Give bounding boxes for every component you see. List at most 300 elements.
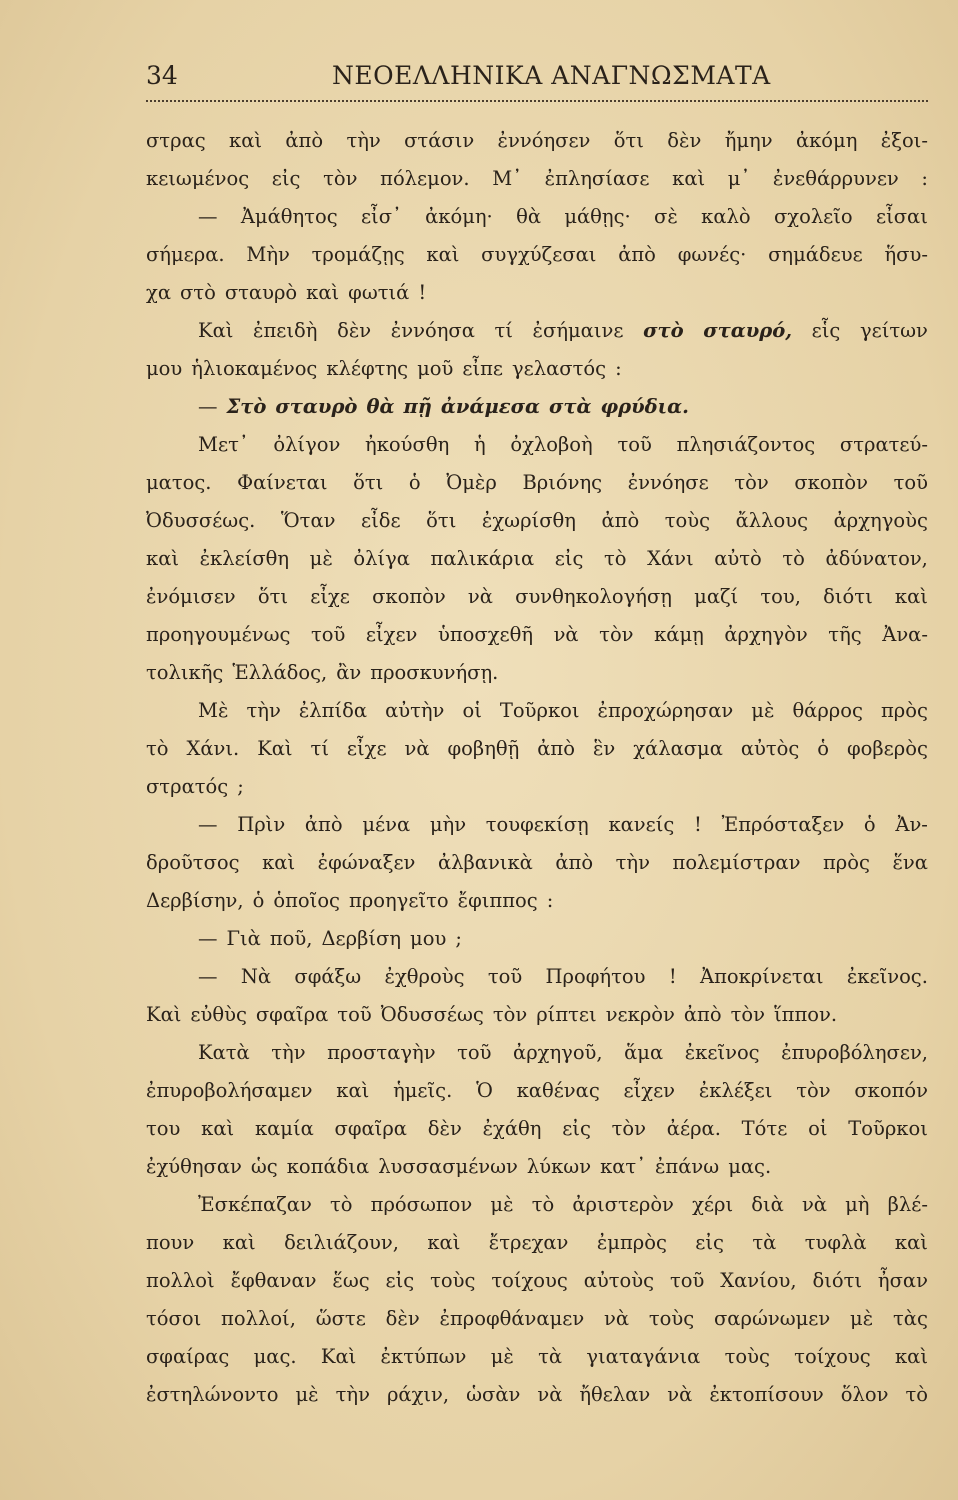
word: φοβερὸς (847, 737, 928, 760)
word: κατ᾽ (600, 1155, 646, 1178)
word: Νὰ (240, 965, 272, 988)
word: μὴν (429, 813, 467, 836)
page-number: 34 (146, 61, 178, 90)
word: εἶδε (361, 509, 401, 532)
word: τὰς (893, 1307, 928, 1330)
word: τὸν (599, 623, 634, 646)
word: αὐτὴν (385, 699, 445, 722)
text-line (146, 1034, 928, 1072)
word: μὲ (490, 1345, 514, 1368)
word: πόλεμον. (380, 167, 470, 190)
word: ἐκτύπων (380, 1345, 467, 1368)
word: εἶπε (462, 357, 504, 380)
text-line (146, 806, 928, 844)
word: καὶ (262, 851, 296, 874)
word: γείτων (859, 319, 928, 342)
word: μου (146, 357, 183, 380)
word: γελαστός (512, 357, 607, 380)
word: τὸ (782, 547, 805, 570)
word: τὸν (734, 471, 769, 494)
word: ἅμα (624, 1041, 664, 1064)
word: Τοῦρκοι (499, 699, 580, 722)
text-line (146, 426, 928, 464)
word: ἀέρα. (666, 1117, 721, 1140)
word: μὲ (309, 547, 333, 570)
word: καὶ (306, 281, 340, 304)
word: σκοπόν (854, 1079, 928, 1102)
word: Καὶ (198, 319, 234, 342)
word: καὶ (894, 585, 928, 608)
word: ἀπὸ (304, 813, 343, 836)
word: φοβηθῇ (447, 737, 520, 760)
text-line (146, 236, 928, 274)
page-header (146, 60, 928, 102)
word: ἤμην (724, 129, 773, 152)
text-line (146, 578, 928, 616)
word: θὰ (366, 395, 395, 418)
word: ἐπροχώρησαν (597, 699, 734, 722)
word: καὶ (426, 243, 460, 266)
word: ὁ (408, 471, 421, 494)
word: Ἐσκέπαζαν (198, 1193, 312, 1216)
word: ἀρχηγοὺς (833, 509, 928, 532)
word: αὐτὸ (714, 547, 762, 570)
word: ; (455, 927, 462, 950)
word: αὐτοὺς (583, 1269, 655, 1292)
word: εἰς (385, 1269, 415, 1292)
word: αὐτὸς (740, 737, 800, 760)
word: Μὴν (246, 243, 290, 266)
word: ἐννόησα (390, 319, 475, 342)
word: σκοπὸν (794, 471, 868, 494)
word: ἐνόμισεν (146, 585, 236, 608)
word: μὲ (490, 1193, 514, 1216)
word: στὸ (643, 319, 684, 342)
text-line (146, 1376, 928, 1414)
word: Ὀμὲρ (446, 471, 497, 494)
word: Ὅταν (280, 509, 336, 532)
word: ἐπροφθάναμεν (439, 1307, 585, 1330)
word: σὲ (654, 205, 678, 228)
word: ἦσαν (877, 1269, 928, 1292)
word: πρὸς (880, 699, 928, 722)
word: ἄλλους (735, 509, 809, 532)
word: τὸ (604, 547, 627, 570)
word: διὰ (751, 1193, 784, 1216)
text-line (146, 882, 928, 920)
word: μὴ (845, 1193, 870, 1216)
word: — (198, 927, 218, 950)
word: : (921, 167, 928, 190)
word: καὶ (222, 1231, 256, 1254)
word: μὲ (295, 1383, 319, 1406)
word: καλὸ (701, 205, 751, 228)
word: τολικῆς (146, 661, 224, 684)
word: βλέ- (887, 1193, 928, 1216)
word: ἐκεῖνος (684, 1041, 760, 1064)
word: καμία (254, 1117, 314, 1140)
word: καὶ (229, 129, 263, 152)
word: ἵππον. (774, 1003, 838, 1026)
word: ἐλπίδα (298, 699, 368, 722)
word: συνθηκολογήσῃ (515, 585, 672, 608)
word: ἀριστερὸν (572, 1193, 674, 1216)
text-line (146, 958, 928, 996)
word: ἡ (473, 433, 486, 456)
word: εἶσ᾽ (360, 205, 402, 228)
word: νεκρὸν (605, 1003, 675, 1026)
word: ; (237, 775, 244, 798)
word: ἤθελαν (579, 1383, 651, 1406)
word: Ὀδυσσέως (380, 1003, 484, 1026)
text-line (146, 1186, 928, 1224)
word: ἀλβανικὰ (437, 851, 533, 874)
word: Δερβίση (321, 927, 402, 950)
word: σφαῖρα (255, 1003, 329, 1026)
word: νὰ (404, 737, 430, 760)
word: ἐχύθησαν (146, 1155, 242, 1178)
word: σταυρὸ (224, 281, 298, 304)
word: ἐκλέξει (698, 1079, 773, 1102)
word: του, (760, 585, 801, 608)
word: Χάνι (647, 547, 694, 570)
word: Ὀδυσσέως. (146, 509, 256, 532)
word: ἡλιοκαμένος (191, 357, 318, 380)
word: Κατὰ (198, 1041, 250, 1064)
word: πουν (146, 1231, 195, 1254)
word: πρὸς (822, 851, 870, 874)
word: δὲν (337, 319, 372, 342)
text-line (146, 198, 928, 236)
text-line (146, 996, 928, 1034)
word: ὅλον (840, 1383, 889, 1406)
text-line (146, 502, 928, 540)
word: ἐπυροβόλησεν, (781, 1041, 928, 1064)
word: λύκων (526, 1155, 592, 1178)
word: Τοῦρκοι (848, 1117, 928, 1140)
word: ἐξοι- (880, 129, 928, 152)
word: τὴν (615, 851, 650, 874)
word: ἐσήμαινε (532, 319, 624, 342)
text-line (146, 1110, 928, 1148)
word: προσκυνήσῃ. (370, 661, 499, 684)
word: Ἐπρόσταξεν (721, 813, 845, 836)
word: πῇ (403, 395, 432, 418)
word: τόσοι (146, 1307, 202, 1330)
word: στρατός (146, 775, 229, 798)
word: μὲ (751, 699, 775, 722)
text-line (146, 274, 928, 312)
word: πρόσωπον (370, 1193, 473, 1216)
word: τὸν (611, 1117, 647, 1140)
word: σφάξω (294, 965, 362, 988)
word: δειλιάζουν, (284, 1231, 399, 1254)
word: Ἀποκρίνεται (699, 965, 824, 988)
word: θάρρος (792, 699, 863, 722)
word: ἐννόησεν (497, 129, 591, 152)
word: ἐφώναξεν (317, 851, 416, 874)
text-line (146, 122, 928, 160)
word: διότι (823, 585, 873, 608)
text-line (146, 844, 928, 882)
word: Προφήτου (545, 965, 646, 988)
word: σημάδευε (768, 243, 863, 266)
word: ὀλίγα (353, 547, 410, 570)
word: ἔφιππος (457, 889, 538, 912)
word: ἐχθροὺς (384, 965, 465, 988)
word: ἐκλείσθη (199, 547, 290, 570)
word: στὰ (548, 395, 592, 418)
word: Καὶ (320, 1345, 357, 1368)
word: ἔτρεχαν (488, 1231, 569, 1254)
word: ὑποσχεθῆ (437, 623, 534, 646)
word: τοῦ (487, 965, 523, 988)
word: — (198, 395, 218, 418)
text-line (146, 692, 928, 730)
word: οἱ (462, 699, 482, 722)
word: φωνές· (677, 243, 747, 266)
word: εἶχε (346, 737, 387, 760)
word: διότι (812, 1269, 863, 1292)
word: μαζί (694, 585, 739, 608)
word: ἀπὸ (537, 737, 575, 760)
word: μας. (728, 1155, 772, 1178)
word: τοὺς (664, 509, 711, 532)
word: τοίχους (491, 1269, 568, 1292)
word: γιαταγάνια (586, 1345, 701, 1368)
word: ὡσὰν (466, 1383, 521, 1406)
word: ὁ (863, 813, 876, 836)
word: Χάνι. (186, 737, 240, 760)
word: εἶχεν (365, 623, 418, 646)
word: νὰ (553, 623, 579, 646)
word: Ἑλλάδος, (232, 661, 328, 684)
word: τοῦ (617, 433, 652, 456)
word: ματος. (146, 471, 212, 494)
word: τὰ (752, 1231, 777, 1254)
word: ἀκόμη· (425, 205, 493, 228)
word: εἰς (554, 547, 584, 570)
word: καὶ (146, 547, 180, 570)
word: ὅτι (257, 585, 289, 608)
word: πολεμίστραν (672, 851, 801, 874)
word: τοῦ (893, 471, 928, 494)
word: ὁ (252, 889, 265, 912)
word: καὶ (201, 1117, 235, 1140)
word: παλικάρια (430, 547, 535, 570)
word: καὶ (427, 1231, 461, 1254)
word: Γιὰ (226, 927, 261, 950)
word: ἕως (332, 1269, 370, 1292)
word: τί (494, 319, 513, 342)
word: πλησιάζοντος (676, 433, 816, 456)
word: τὸ (905, 1383, 928, 1406)
word: τὸ (146, 737, 169, 760)
word: τοῦ (337, 1003, 372, 1026)
word: Ἀν- (895, 813, 928, 836)
word: ἀπὸ (555, 851, 594, 874)
text-line (146, 160, 928, 198)
word: κειωμένος (146, 167, 250, 190)
word: καὶ (672, 167, 706, 190)
word: ὅτι (426, 509, 457, 532)
word: τὸν (323, 167, 358, 190)
word: νὰ (467, 585, 493, 608)
word: τοὺς (430, 1269, 476, 1292)
word: Ὁ (476, 1079, 493, 1102)
word: χέρι (692, 1193, 734, 1216)
text-line (146, 768, 928, 806)
text-line (146, 730, 928, 768)
running-title: ΝΕΟΕΛΛΗΝΙΚΑ ΑΝΑΓΝΩΣΜΑΤΑ (332, 61, 771, 90)
word: θὰ (516, 205, 541, 228)
word: εἰς (271, 167, 301, 190)
word: Φαίνεται (237, 471, 328, 494)
word: ἓν (592, 737, 616, 760)
word: Ἀμάθητος (240, 205, 338, 228)
word: νὰ (604, 1307, 630, 1330)
word: εἰς (695, 1231, 724, 1254)
word: προηγεῖτο (348, 889, 449, 912)
word: ἀπὸ (285, 129, 324, 152)
word: — (198, 965, 218, 988)
word: τοὺς (724, 1345, 770, 1368)
word: ἠκούσθη (365, 433, 450, 456)
word: καὶ (336, 1079, 370, 1102)
word: δροῦτσος (146, 851, 240, 874)
word: ὀχλοβοὴ (510, 433, 593, 456)
word: ἥσυ- (884, 243, 928, 266)
word: ἕνα (892, 851, 928, 874)
word: ἔφθαναν (230, 1269, 317, 1292)
word: τὸ (531, 1193, 555, 1216)
word: σκοπὸν (372, 585, 446, 608)
word: ἐστηλώνοντο (146, 1383, 279, 1406)
word: στὸ (179, 281, 216, 304)
word: Δερβίσην, (146, 889, 244, 912)
text-line (146, 1148, 928, 1186)
word: ἀπὸ (618, 243, 656, 266)
word: Βριόνης (522, 471, 603, 494)
word: μὲ (850, 1307, 874, 1330)
word: ἀδύνατον, (825, 547, 928, 570)
word: τὴν (346, 129, 381, 152)
word: μας. (253, 1345, 297, 1368)
word: ἀπὸ (683, 1003, 722, 1026)
word: τὸ (329, 1193, 353, 1216)
word: τὸν (730, 1003, 766, 1026)
word: μου (410, 927, 447, 950)
word: ὅτι (613, 129, 644, 152)
word: τρομάζῃς (311, 243, 405, 266)
word: ποῦ, (269, 927, 313, 950)
word: ἐπάνω (654, 1155, 720, 1178)
word: σχολεῖο (773, 205, 853, 228)
word: Καὶ (146, 1003, 182, 1026)
word: φωτιά (348, 281, 410, 304)
word: χάλασμα (633, 737, 723, 760)
word: ἐχωρίσθη (481, 509, 576, 532)
word: τὸν (796, 1079, 831, 1102)
word: εἷς (811, 319, 841, 342)
body-text (146, 122, 928, 1414)
text-line (146, 920, 928, 958)
word: ὁ (817, 737, 830, 760)
word: ἀκόμη (795, 129, 858, 152)
word: ὀλίγον (273, 433, 341, 456)
word: εὐθὺς (190, 1003, 247, 1026)
word: Μ᾽ (492, 167, 522, 190)
word: ὡς (250, 1155, 278, 1178)
word: φρύδια. (600, 395, 689, 418)
word: στρας (146, 129, 206, 152)
word: σήμερα. (146, 243, 225, 266)
word: σφαίρας (146, 1345, 230, 1368)
word: Πρὶν (237, 813, 286, 836)
word: στάσιν (404, 129, 475, 152)
word: Καὶ (257, 737, 293, 760)
text-line (146, 540, 928, 578)
word: — (198, 813, 218, 836)
word: τουφεκίσῃ (485, 813, 589, 836)
word: τὰ (538, 1345, 563, 1368)
text-line (146, 1338, 928, 1376)
text-line (146, 312, 928, 350)
word: κλέφτης (326, 357, 409, 380)
word: νὰ (801, 1193, 827, 1216)
word: μάθῃς· (564, 205, 631, 228)
word: ὁποῖος (273, 889, 340, 912)
word: ἀρχηγὸν (724, 623, 808, 646)
word: συγχύζεσαι (481, 243, 597, 266)
word: στρατεύ- (839, 433, 928, 456)
word: Μὲ (198, 699, 229, 722)
word: ἐπειδὴ (253, 319, 318, 342)
text-line (146, 1224, 928, 1262)
word: πολλοί, (221, 1307, 296, 1330)
word: : (546, 889, 554, 912)
word: εἶσαι (876, 205, 928, 228)
word: — (198, 205, 218, 228)
word: ἀνάμεσα (440, 395, 540, 418)
word: δὲν (427, 1117, 462, 1140)
word: ὅτι (353, 471, 384, 494)
word: πολλοὶ (146, 1269, 215, 1292)
word: ἐχάθη (482, 1117, 542, 1140)
text-line (146, 1300, 928, 1338)
header-rule (146, 100, 928, 102)
word: καθένας (516, 1079, 600, 1102)
word: ράχιν, (386, 1383, 450, 1406)
word: ἐνεθάρρυνεν (772, 167, 899, 190)
text-line (146, 1262, 928, 1300)
word: ! (694, 813, 702, 836)
word: μένα (362, 813, 411, 836)
word: λυσσασμένων (378, 1155, 518, 1178)
word: τοῦ (310, 623, 346, 646)
word: Χανίου, (720, 1269, 797, 1292)
word: σταυρὸ (275, 395, 358, 418)
word: τοὺς (648, 1307, 695, 1330)
word: δὲν (667, 129, 702, 152)
word: σταυρό, (703, 319, 793, 342)
word: ἐπλησίασε (544, 167, 650, 190)
word: Στὸ (226, 395, 267, 418)
word: Μετ᾽ (198, 433, 249, 456)
word: ὥστε (315, 1307, 366, 1330)
word: Ἀνα- (882, 623, 928, 646)
text-line (146, 350, 928, 388)
